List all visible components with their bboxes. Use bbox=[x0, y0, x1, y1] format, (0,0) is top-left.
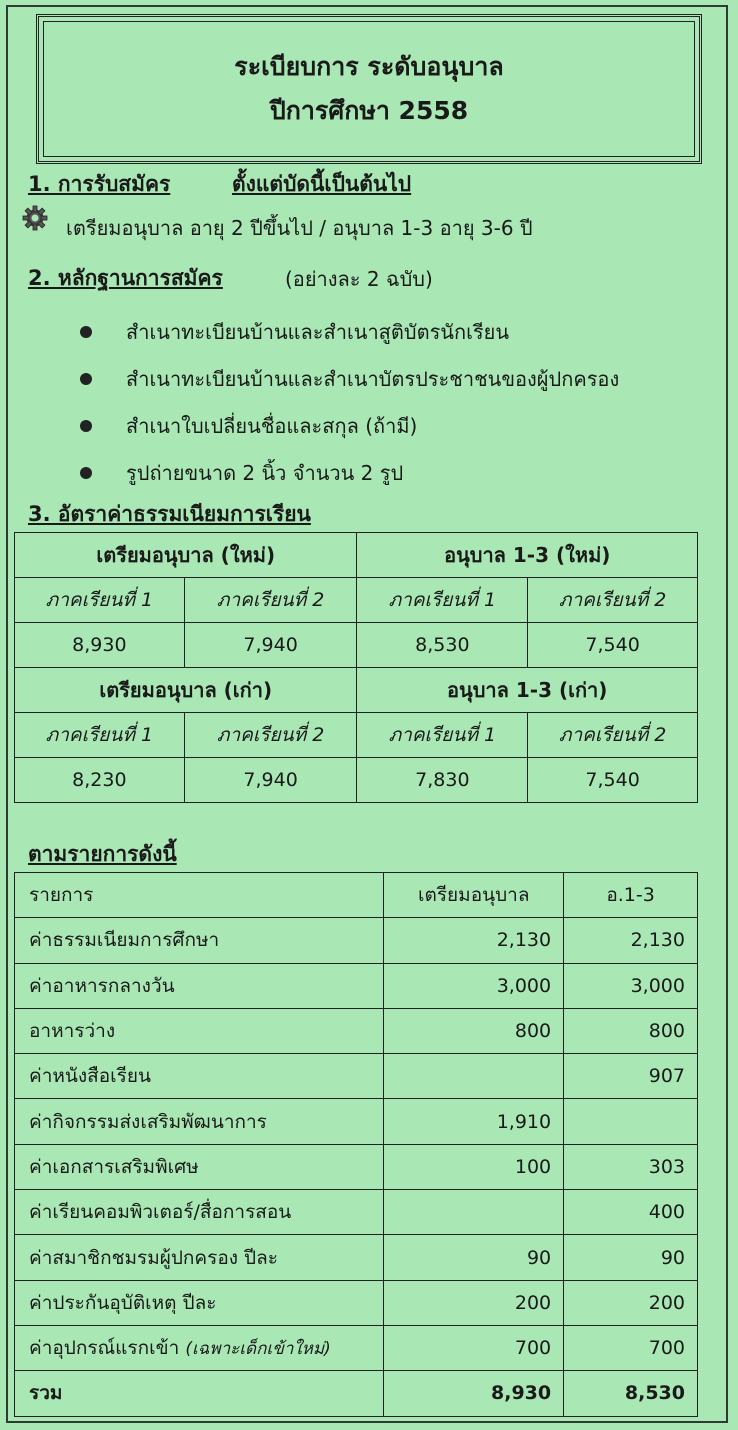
table-row bbox=[15, 1280, 698, 1325]
document-item: สำเนาทะเบียนบ้านและสำเนาบัตรประชาชนของผู้ปกครอง bbox=[126, 367, 620, 391]
section2-note: (อย่างละ 2 ฉบับ) bbox=[285, 267, 433, 291]
document-title: ระเบียบการ ระดับอนุบาล bbox=[234, 52, 504, 81]
item-pre-value: 100 bbox=[384, 1144, 564, 1189]
total-label: รวม bbox=[15, 1371, 384, 1416]
section2-heading: 2. หลักฐานการสมัคร bbox=[28, 266, 223, 290]
table-row bbox=[15, 1054, 698, 1099]
fee-group-header: อนุบาล 1-3 (ใหม่) bbox=[357, 533, 698, 578]
semester-label: ภาคเรียนที่ 2 bbox=[184, 578, 357, 623]
fee-value: 8,530 bbox=[357, 623, 528, 668]
item-pre-value bbox=[384, 1190, 564, 1235]
fee-group-header: เตรียมอนุบาล (ใหม่) bbox=[15, 533, 357, 578]
table-row bbox=[15, 963, 698, 1008]
column-header: เตรียมอนุบาล bbox=[384, 873, 564, 918]
fee-group-header: อนุบาล 1-3 (เก่า) bbox=[357, 668, 698, 713]
table-row bbox=[15, 1325, 698, 1370]
fee-value-row bbox=[15, 623, 698, 668]
table-row bbox=[15, 918, 698, 963]
fee-semester-row bbox=[15, 578, 698, 623]
column-header: รายการ bbox=[15, 873, 384, 918]
semester-label: ภาคเรียนที่ 2 bbox=[528, 713, 698, 758]
fee-value: 7,940 bbox=[184, 623, 357, 668]
bullet-icon bbox=[80, 467, 92, 479]
bullet-icon bbox=[80, 373, 92, 385]
fee-group-header: เตรียมอนุบาล (เก่า) bbox=[15, 668, 357, 713]
item-name: ค่าเอกสารเสริมพิเศษ bbox=[15, 1144, 384, 1189]
section1-heading: 1. การรับสมัคร bbox=[28, 172, 171, 196]
item-name: ค่าอุปกรณ์แรกเข้า bbox=[29, 1337, 180, 1360]
item-name-cell bbox=[15, 1325, 384, 1370]
item-k-value: 200 bbox=[564, 1280, 698, 1325]
item-name: ค่าหนังสือเรียน bbox=[15, 1054, 384, 1099]
item-name: ค่าเรียนคอมพิวเตอร์/สื่อการสอน bbox=[15, 1190, 384, 1235]
item-name: ค่าสมาชิกชมรมผู้ปกครอง ปีละ bbox=[15, 1235, 384, 1280]
item-pre-value: 2,130 bbox=[384, 918, 564, 963]
section1-detail: เตรียมอนุบาล อายุ 2 ปีขึ้นไป / อนุบาล 1-3 อายุ 3-6 ปี bbox=[66, 216, 533, 240]
semester-label: ภาคเรียนที่ 1 bbox=[15, 578, 185, 623]
total-k-value: 8,530 bbox=[564, 1371, 698, 1416]
fee-group-row bbox=[15, 533, 698, 578]
item-pre-value: 3,000 bbox=[384, 963, 564, 1008]
item-name: ค่าประกันอุบัติเหตุ ปีละ bbox=[15, 1280, 384, 1325]
fee-semester-row bbox=[15, 713, 698, 758]
fee-value: 8,930 bbox=[15, 623, 185, 668]
semester-label: ภาคเรียนที่ 1 bbox=[15, 713, 185, 758]
section1-subtitle: ตั้งแต่บัดนี้เป็นต้นไป bbox=[232, 172, 412, 196]
table-row bbox=[15, 1008, 698, 1053]
gear-icon bbox=[22, 205, 48, 231]
item-note: (เฉพาะเด็กเข้าใหม่) bbox=[185, 1339, 331, 1360]
item-k-value: 3,000 bbox=[564, 963, 698, 1008]
item-k-value: 303 bbox=[564, 1144, 698, 1189]
item-pre-value: 700 bbox=[384, 1325, 564, 1370]
table-row bbox=[15, 1235, 698, 1280]
academic-year: ปีการศึกษา 2558 bbox=[269, 96, 469, 125]
items-table bbox=[14, 872, 698, 1417]
items-header-row bbox=[15, 873, 698, 918]
fee-value: 8,230 bbox=[15, 758, 185, 803]
document-item: สำเนาทะเบียนบ้านและสำเนาสูติบัตรนักเรียน bbox=[126, 320, 510, 344]
item-k-value bbox=[564, 1099, 698, 1144]
item-k-value: 800 bbox=[564, 1008, 698, 1053]
fee-group-row bbox=[15, 668, 698, 713]
items-heading: ตามรายการดังนี้ bbox=[28, 842, 177, 866]
item-k-value: 907 bbox=[564, 1054, 698, 1099]
section3-heading: 3. อัตราค่าธรรมเนียมการเรียน bbox=[28, 502, 311, 526]
item-k-value: 400 bbox=[564, 1190, 698, 1235]
table-row bbox=[15, 1099, 698, 1144]
semester-label: ภาคเรียนที่ 2 bbox=[528, 578, 698, 623]
fee-value: 7,830 bbox=[357, 758, 528, 803]
fee-value: 7,940 bbox=[184, 758, 357, 803]
semester-label: ภาคเรียนที่ 1 bbox=[357, 578, 528, 623]
item-pre-value bbox=[384, 1054, 564, 1099]
semester-label: ภาคเรียนที่ 1 bbox=[357, 713, 528, 758]
document-item: รูปถ่ายขนาด 2 นิ้ว จำนวน 2 รูป bbox=[126, 461, 404, 485]
item-k-value: 700 bbox=[564, 1325, 698, 1370]
item-name: ค่าอาหารกลางวัน bbox=[15, 963, 384, 1008]
title-box bbox=[36, 14, 702, 164]
total-pre-value: 8,930 bbox=[384, 1371, 564, 1416]
item-pre-value: 1,910 bbox=[384, 1099, 564, 1144]
item-k-value: 2,130 bbox=[564, 918, 698, 963]
table-row bbox=[15, 1144, 698, 1189]
bullet-icon bbox=[80, 420, 92, 432]
column-header: อ.1-3 bbox=[564, 873, 698, 918]
item-name: อาหารว่าง bbox=[15, 1008, 384, 1053]
item-k-value: 90 bbox=[564, 1235, 698, 1280]
item-pre-value: 200 bbox=[384, 1280, 564, 1325]
total-row bbox=[15, 1371, 698, 1416]
fee-value: 7,540 bbox=[528, 623, 698, 668]
item-pre-value: 800 bbox=[384, 1008, 564, 1053]
item-name: ค่าธรรมเนียมการศึกษา bbox=[15, 918, 384, 963]
fee-value-row bbox=[15, 758, 698, 803]
item-pre-value: 90 bbox=[384, 1235, 564, 1280]
document-item: สำเนาใบเปลี่ยนชื่อและสกุล (ถ้ามี) bbox=[126, 414, 418, 438]
fee-table bbox=[14, 532, 698, 803]
fee-value: 7,540 bbox=[528, 758, 698, 803]
table-row bbox=[15, 1190, 698, 1235]
item-name: ค่ากิจกรรมส่งเสริมพัฒนาการ bbox=[15, 1099, 384, 1144]
bullet-icon bbox=[80, 326, 92, 338]
semester-label: ภาคเรียนที่ 2 bbox=[184, 713, 357, 758]
